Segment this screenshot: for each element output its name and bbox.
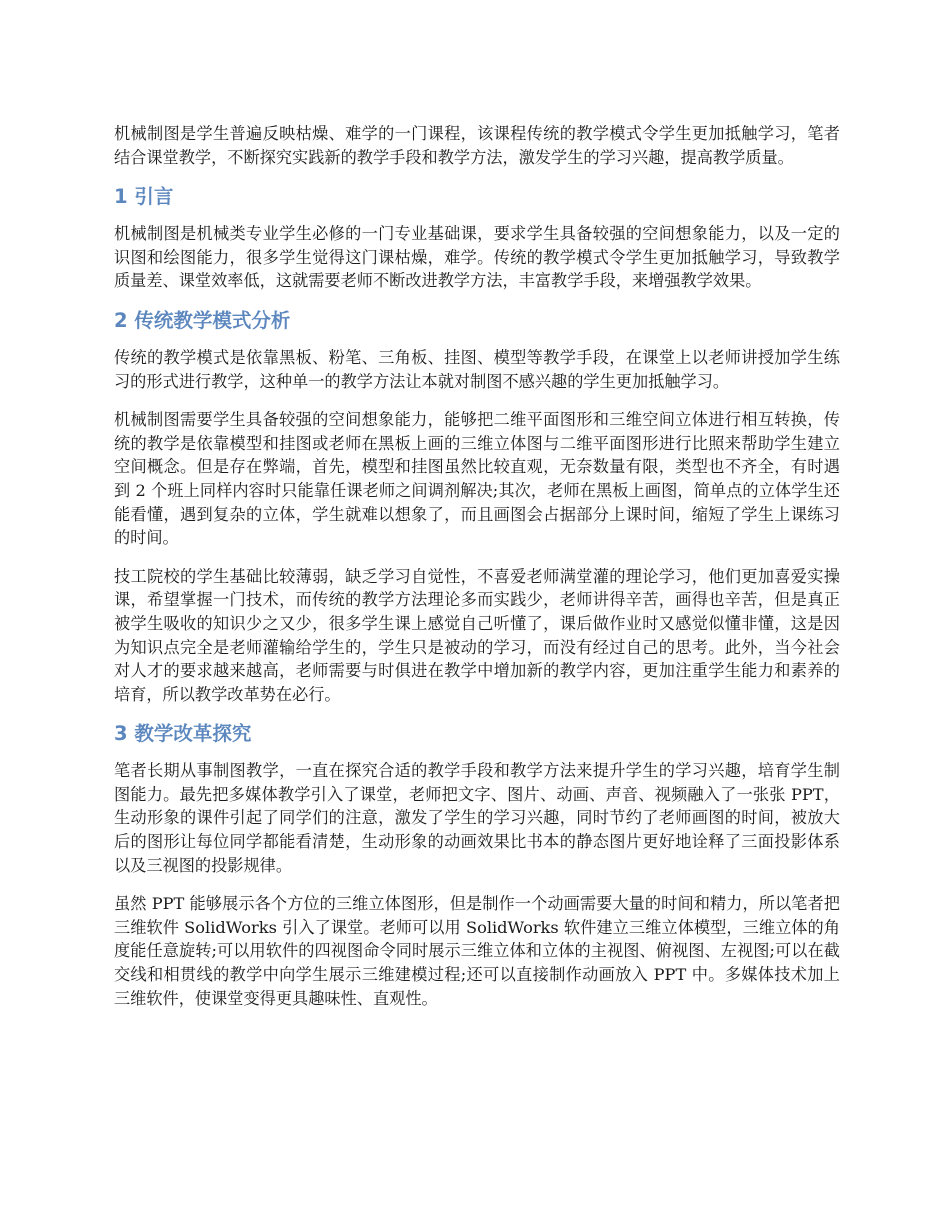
section-heading: 2 传统教学模式分析 [114, 308, 291, 332]
document-body [114, 122, 840, 1025]
section-heading: 3 教学改革探究 [114, 722, 252, 746]
body-paragraph: 技工院校的学生基础比较薄弱，缺乏学习自觉性，不喜爱老师满堂灌的理论学习，他们更加喜爱实操课，希望掌握一门技术，而传统的教学方法理论多而实践少，老师讲得辛苦，画得也辛苦，但是真正被学生吸收的知识少之又少，很多学生课上感觉自己听懂了，课后做作业时又感觉似懂非懂，这是因为知识点完全是老师灌输给学生的，学生只是被动的学习，而没有经过自己的思考。此外，当今社会对人才的要求越来越高，老师需要与时俱进在教学中增加新的教学内容，更加注重学生能力和素养的培育，所以教学改革势在必行。 [114, 566, 840, 704]
section-traditional-teaching-analysis [114, 308, 840, 706]
intro-paragraph: 机械制图是学生普遍反映枯燥、难学的一门课程，该课程传统的教学模式令学生更加抵触学习，笔者结合课堂教学，不断探究实践新的教学手段和教学方法，激发学生的学习兴趣，提高教学质量。 [114, 124, 840, 167]
section-heading: 1 引言 [114, 185, 174, 209]
section-introduction [114, 184, 840, 293]
section-teaching-reform [114, 721, 840, 1010]
body-paragraph: 虽然 PPT 能够展示各个方位的三维立体图形，但是制作一个动画需要大量的时间和精力，所以笔者把三维软件 SolidWorks 引入了课堂。老师可以用 SolidWorks 软件建立三维立体模型，三维立体的角度能任意旋转;可以用软件的四视图命令同时展示三维立体和立体的主视图、俯视图、左视图;可以在截交线和相贯线的教学中向学生展示三维建模过程;还可以直接制作动画放入 PPT 中。多媒体技术加上三维软件，使课堂变得更具趣味性、直观性。 [114, 894, 840, 1008]
body-paragraph: 笔者长期从事制图教学，一直在探究合适的教学手段和教学方法来提升学生的学习兴趣，培育学生制图能力。最先把多媒体教学引入了课堂，老师把文字、图片、动画、声音、视频融入了一张张 PPT，生动形象的课件引起了同学们的注意，激发了学生的学习兴趣，同时节约了老师画图的时间，被放大后的图形让每位同学都能看清楚，生动形象的动画效果比书本的静态图片更好地诠释了三面投影体系以及三视图的投影规律。 [114, 761, 840, 875]
body-paragraph: 机械制图需要学生具备较强的空间想象能力，能够把二维平面图形和三维空间立体进行相互转换，传统的教学是依靠模型和挂图或老师在黑板上画的三维立体图与二维平面图形进行比照来帮助学生建立空间概念。但是存在弊端，首先，模型和挂图虽然比较直观，无奈数量有限，类型也不齐全，有时遇到 2 个班上同样内容时只能靠任课老师之间调剂解决;其次，老师在黑板上画图，简单点的立体学生还能看懂，遇到复杂的立体，学生就难以想象了，而且画图会占据部分上课时间，缩短了学生上课练习的时间。 [114, 410, 840, 548]
body-paragraph: 传统的教学模式是依靠黑板、粉笔、三角板、挂图、模型等教学手段，在课堂上以老师讲授加学生练习的形式进行教学，这种单一的教学方法让本就对制图不感兴趣的学生更加抵触学习。 [114, 347, 840, 391]
body-paragraph: 机械制图是机械类专业学生必修的一门专业基础课，要求学生具备较强的空间想象能力，以及一定的识图和绘图能力，很多学生觉得这门课枯燥，难学。传统的教学模式令学生更加抵触学习，导致教学质量差、课堂效率低，这就需要老师不断改进教学方法，丰富教学手段，来增强教学效果。 [114, 224, 840, 291]
